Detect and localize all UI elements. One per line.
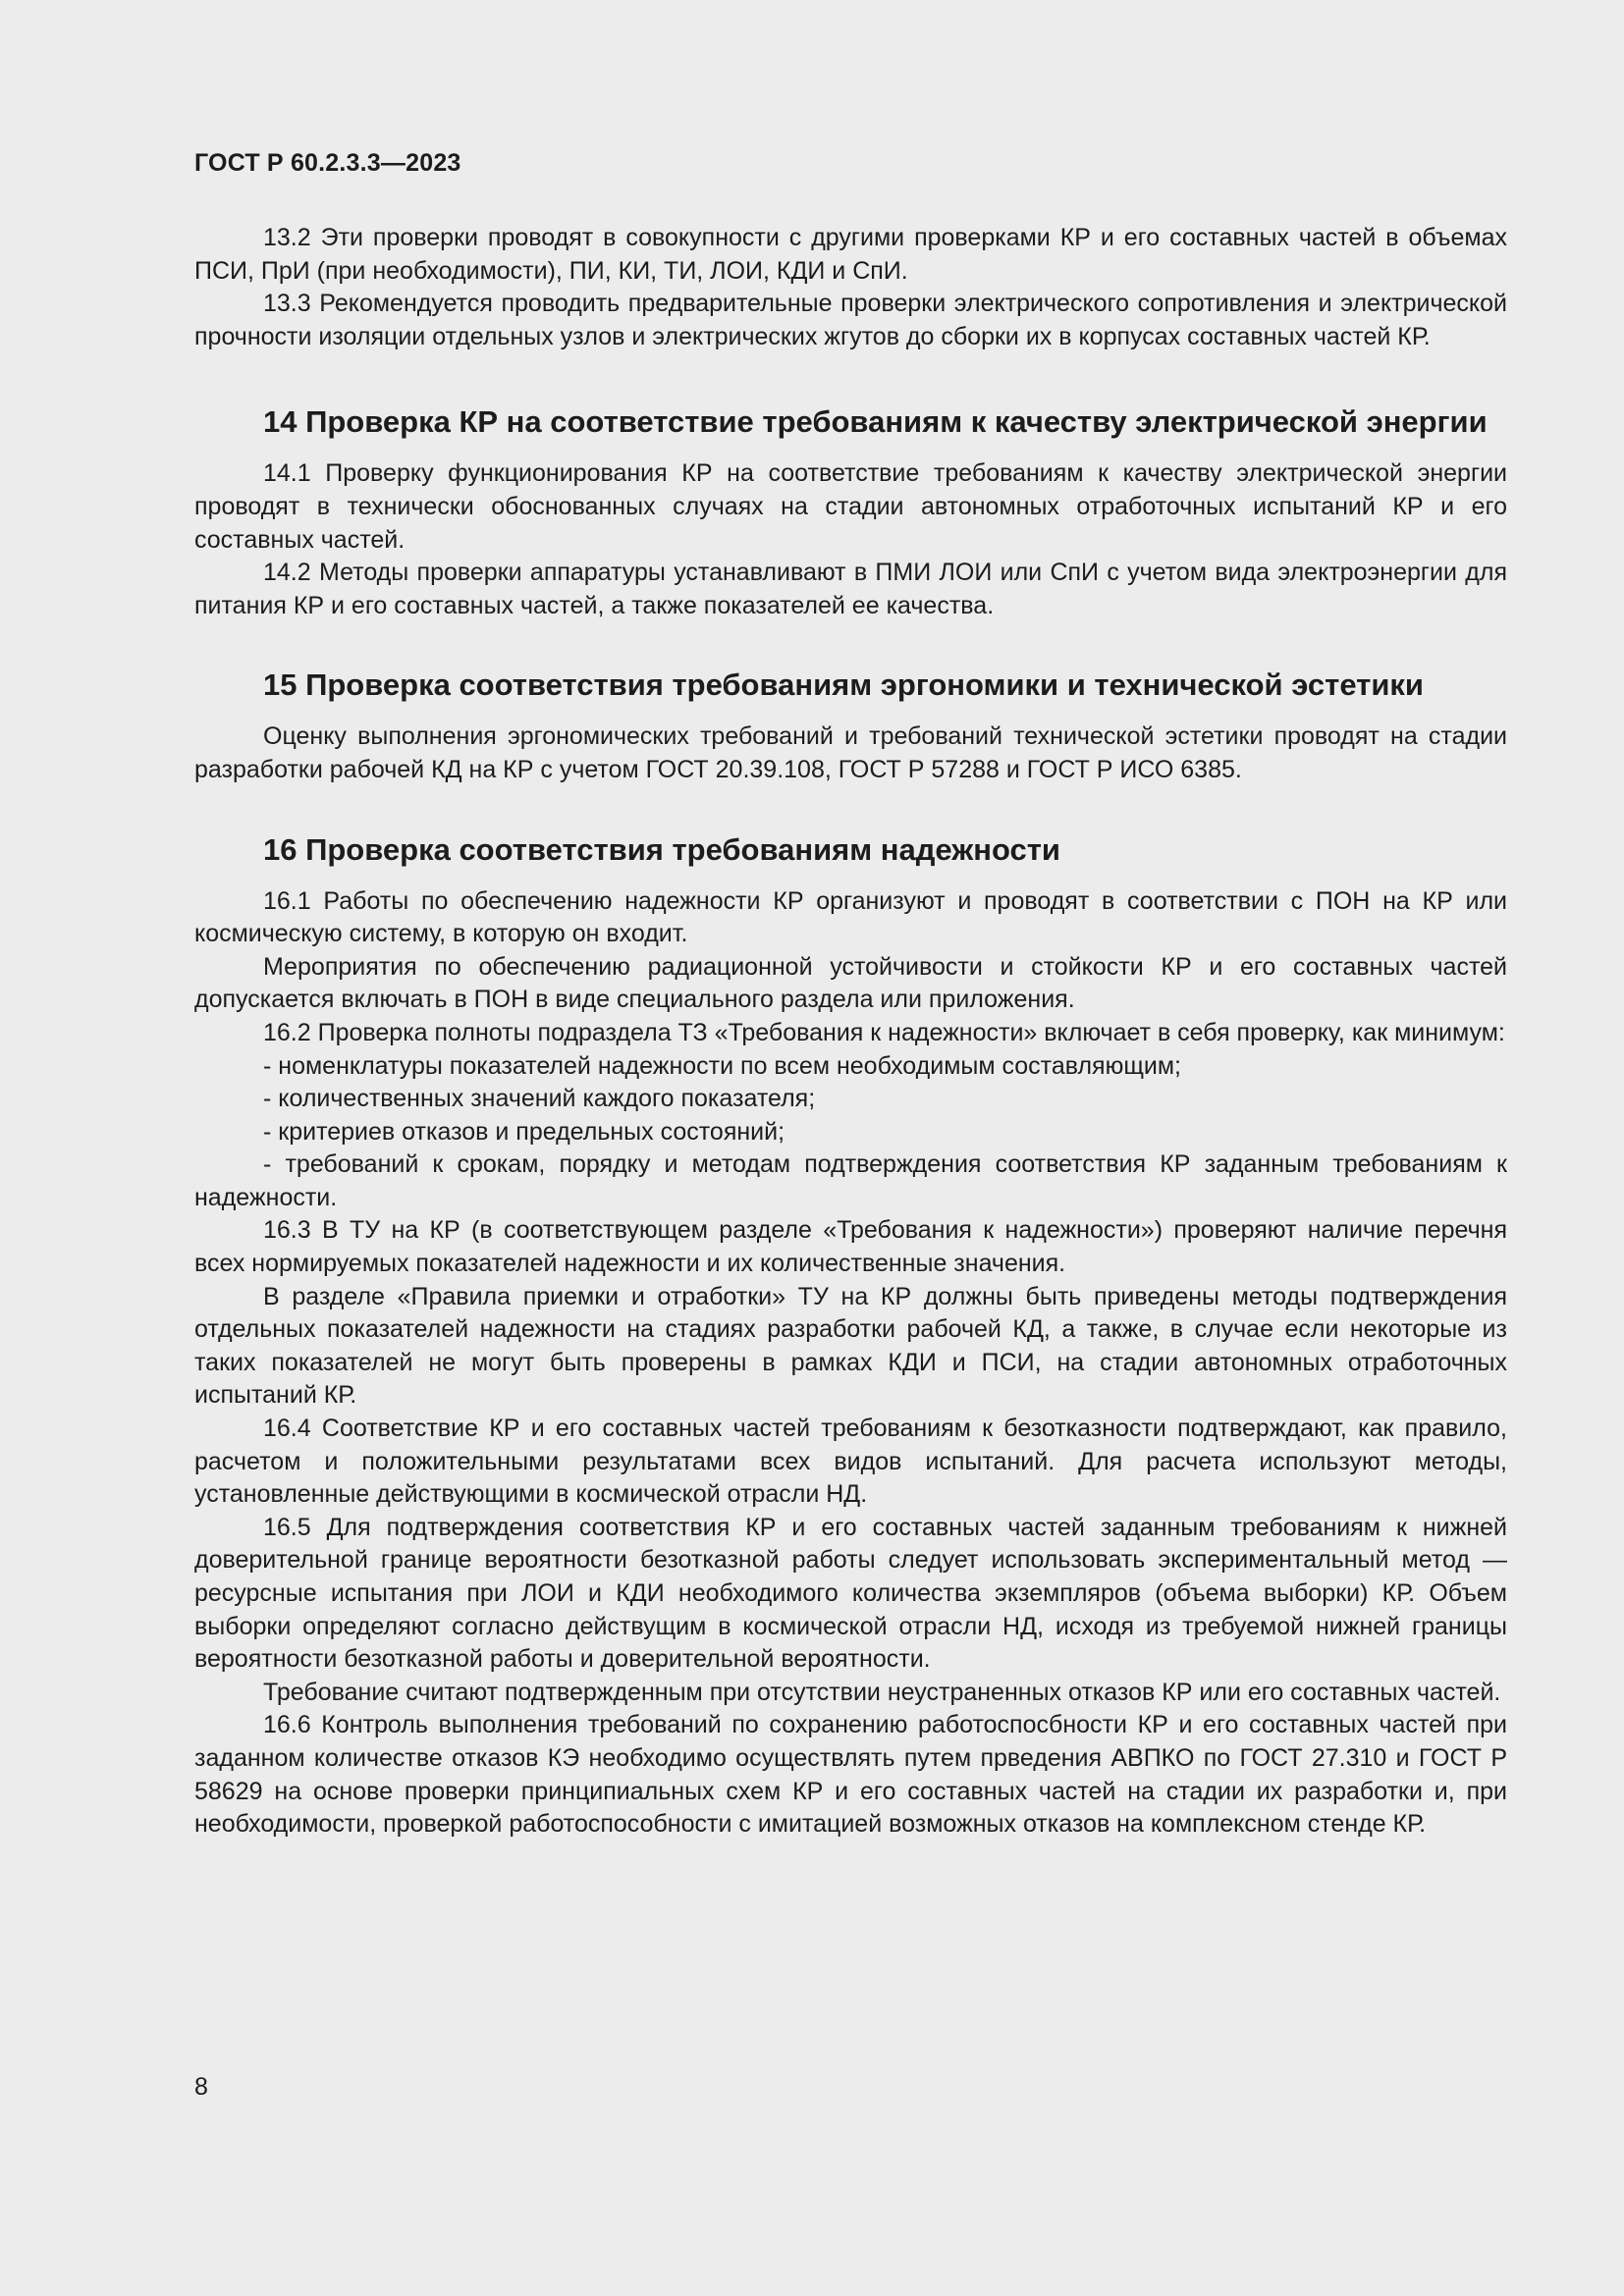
paragraph-15: Оценку выполнения эргономических требований и требований технической эстетики проводят на стадии разработки рабочей КД на КР с учетом ГОСТ 20.39.108, ГОСТ Р 57288 и ГОСТ Р ИСО 6385. xyxy=(194,722,1507,783)
paragraph-16-5-continued: Требование считают подтвержденным при отсутствии неустраненных отказов КР или его составных частей. xyxy=(263,1678,1501,1706)
paragraph-16-3-continued: В разделе «Правила приемки и отработки» ТУ на КР должны быть приведены методы подтверждения отдельных показателей надежности на стадиях разработки рабочей КД, а также, в случае если некоторые из таких показателей не могут быть проверены в рамках КДИ и ПСИ, на стадии автономных отработочных испытаний КР. xyxy=(194,1282,1507,1410)
paragraph-16-5: 16.5 Для подтверждения соответствия КР и его составных частей заданным требованиям к нижней доверительной границе вероятности безотказной работы следует использовать экспериментальный метод — ресурсные испытания при ЛОИ и КДИ необходимого количества экземпляров (объема выборки) КР. Объем выборки определяют согласно действущим в космической отрасли НД, исходя из требуемой нижней границы вероятности безотказной работы и доверительной вероятности. xyxy=(194,1513,1507,1674)
paragraph-16-3: 16.3 В ТУ на КР (в соответствующем разделе «Требования к надежности») проверяют наличие перечня всех нормируемых показателей надежности и их количественные значения. xyxy=(194,1216,1507,1278)
paragraph-14-1: 14.1 Проверку функционирования КР на соответствие требованиям к качеству электрической энергии проводят в технически обоснованных случаях на стадии автономных отработочных испытаний КР и его составных частей. xyxy=(194,459,1507,554)
page-body xyxy=(194,222,1507,1842)
section-heading-15: 15 Проверка соответствия требованиям эргономики и технической эстетики xyxy=(263,667,1424,703)
paragraph-16-6: 16.6 Контроль выполнения требований по сохранению работоспосбности КР и его составных частей при заданном количестве отказов КЭ необходимо осуществлять путем прведения АВПКО по ГОСТ 27.310 и ГОСТ Р 58629 на основе проверки принципиальных схем КР и его составных частей на стадии их разработки и, при необходимости, проверкой работоспособности с имитацией возможных отказов на комплексном стенде КР. xyxy=(194,1711,1507,1839)
paragraph-16-1-continued: Мероприятия по обеспечению радиационной устойчивости и стойкости КР и его составных частей допускается включать в ПОН в виде специального раздела или приложения. xyxy=(194,952,1507,1014)
paragraph-14-2: 14.2 Методы проверки аппаратуры устанавливают в ПМИ ЛОИ или СпИ с учетом вида электроэнергии для питания КР и его составных частей, а также показателей ее качества. xyxy=(194,559,1507,619)
section-heading-16: 16 Проверка соответствия требованиям надежности xyxy=(263,831,1060,867)
list-item: - номенклатуры показателей надежности по всем необходимым составляющим; xyxy=(263,1051,1181,1080)
paragraph-16-2: 16.2 Проверка полноты подраздела ТЗ «Требования к надежности» включает в себя проверку, как минимум: xyxy=(263,1018,1505,1046)
paragraph-16-1: 16.1 Работы по обеспечению надежности КР организуют и проводят в соответствии с ПОН на КР или космическую систему, в которую он входит. xyxy=(194,886,1507,948)
list-item: - критериев отказов и предельных состояний; xyxy=(263,1117,785,1146)
list-item: - требований к срокам, порядку и методам подтверждения соответствия КР заданным требованиям к надежности. xyxy=(194,1150,1507,1211)
page-number: 8 xyxy=(194,2073,208,2101)
paragraph-16-4: 16.4 Соответствие КР и его составных частей требованиям к безотказности подтверждают, как правило, расчетом и положительными результатами всех видов испытаний. Для расчета используют методы, установленные действующими в космической отрасли НД. xyxy=(194,1415,1507,1509)
paragraph-13-2: 13.2 Эти проверки проводят в совокупности с другими проверками КР и его составных частей в объемах ПСИ, ПрИ (при необходимости), ПИ, КИ, ТИ, ЛОИ, КДИ и СпИ. xyxy=(194,224,1507,285)
list-item: - количественных значений каждого показателя; xyxy=(263,1085,816,1113)
section-heading-14: 14 Проверка КР на соответствие требованиям к качеству электрической энергии xyxy=(263,404,1488,440)
paragraph-13-3: 13.3 Рекомендуется проводить предварительные проверки электрического сопротивления и электрической прочности изоляции отдельных узлов и электрических жгутов до сборки их в корпусах составных частей КР. xyxy=(194,290,1507,350)
running-header: ГОСТ Р 60.2.3.3—2023 xyxy=(194,149,461,177)
